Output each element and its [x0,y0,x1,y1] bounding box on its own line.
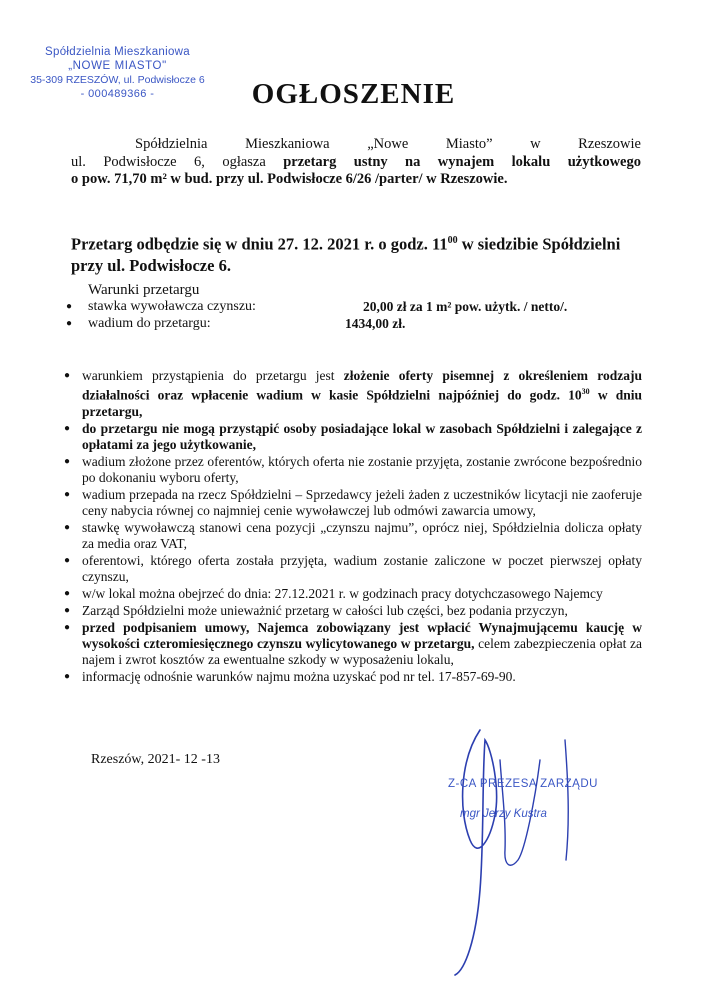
rule-text: stawkę wywoławczą stanowi cena pozycji „czynszu najmu”, oprócz niej, Spółdzielnia dolicza opłaty za media oraz VAT, [82,519,642,551]
rule-item [62,553,642,585]
auction-text-2: w siedzibie Spółdzielni przy ul. Podwisłocze 6. [71,234,621,275]
conditions-heading: Warunki przetargu [88,282,200,298]
rule-text: wadium złożone przez oferentów, których oferta nie zostanie przyjęta, zostanie zwrócone bezpośrednio po dokonaniu wyboru oferty, [82,453,642,485]
condition-value: 20,00 zł za 1 m² pow. użytk. / netto/. [363,299,568,314]
rules-list [62,368,642,686]
stamp-line-1: Spółdzielnia Mieszkaniowa [45,46,190,58]
signature-block [448,778,608,820]
intro-line-3: o pow. 71,70 m² w bud. przy ul. Podwisłocze 6/26 /parter/ w Rzeszowie. [71,171,508,187]
condition-label: wadium do przetargu: [88,316,211,331]
rule-time-sup: 30 [581,387,590,396]
rule-item [62,620,642,668]
bullet-icon: ● [64,370,71,381]
bullet-icon: ● [64,554,71,566]
bullet-icon: ● [64,521,71,533]
signer-role: Z-CA PREZESA ZARZĄDU [448,778,598,790]
condition-label: stawka wywoławcza czynszu: [88,299,256,314]
signer-name: mgr Jerzy Kustra [460,808,547,820]
rule-text: do przetargu nie mogą przystąpić osoby posiadające lokal w zasobach Spółdzielni i zalegające z opłatami za jego użytkowanie, [82,420,642,452]
rule-item [62,586,642,602]
rule-text-bold: przed podpisaniem umowy, Najemca zobowiązany jest wpłacić Wynajmującemu kaucję w wysokości czteromiesięcznego czynszu wylicytowanego w przetargu, [82,619,642,651]
rule-item [62,669,642,685]
rule-text-bold-end: w dniu przetargu, [82,387,642,419]
rule-text: celem zabezpieczenia opłat za najem i zwrot kosztów za ewentualne szkody w wyposażeniu lokalu, [82,635,642,667]
rule-text: wadium przepada na rzecz Spółdzielni – Sprzedawcy jeżeli żaden z uczestników licytacji nie zaoferuje ceny nabycia równej co najmniej cenie wywoławczej lub odmówi zawarcia umowy, [82,486,642,518]
bullet-icon: ● [64,621,71,633]
bullet-icon: ● [64,488,71,500]
condition-row-deposit [66,316,631,333]
rule-text: warunkiem przystąpienia do przetargu jest [82,368,344,383]
intro-line-1: Spółdzielnia Mieszkaniowa „Nowe Miasto” w Rzeszowie [135,136,641,152]
handwritten-signature-icon [440,720,590,980]
stamp-line-4: - 000489366 - [80,88,155,100]
bullet-icon: ● [64,587,71,599]
bullet-icon: ● [66,318,73,329]
bullet-icon: ● [64,670,71,682]
intro-line-2-text: ul. Podwisłocze 6, ogłasza [71,153,284,170]
condition-row-rent [66,299,631,316]
stamp-line-2: „NOWE MIASTO" [68,60,167,72]
stamp-line-3: 35-309 RZESZÓW, ul. Podwisłocze 6 [30,74,205,86]
rule-item [62,603,642,619]
auction-text: Przetarg odbędzie się w dniu 27. 12. 2021 r. o godz. 11 [71,234,448,254]
rule-item [62,454,642,486]
condition-value: 1434,00 zł. [345,316,406,331]
rule-item [62,421,642,453]
rule-item [62,368,642,420]
rule-text: oferentowi, którego oferta została przyjęta, wadium zostanie zaliczone w poczet pierwszej opłaty czynszu, [82,552,642,584]
rule-text: informację odnośnie warunków najmu można uzyskać pod nr tel. 17-857-69-90. [82,668,516,684]
auction-info [71,230,646,276]
bullet-icon: ● [66,301,73,312]
rule-text-bold: złożenie oferty pisemnej z określeniem rodzaju działalności oraz wpłacenie wadium w kasie Spółdzielni najpóźniej do godz. 10 [82,368,643,403]
rule-text: Zarząd Spółdzielni może unieważnić przetarg w całości lub części, bez podania przyczyn, [82,602,568,618]
bullet-icon: ● [64,455,71,467]
bullet-icon: ● [64,422,71,434]
rule-text: w/w lokal można obejrzeć do dnia: 27.12.2021 r. w godzinach pracy dotychczasowego Najemcy [82,585,603,601]
intro-line-2 [71,154,641,172]
intro-line-2-bold: przetarg ustny na wynajem lokalu użytkowego [283,153,641,170]
intro-paragraph [71,136,641,189]
document-title: OGŁOSZENIE [251,78,456,110]
conditions-section [66,282,631,333]
issue-date: Rzeszów, 2021- 12 -13 [91,752,220,767]
rule-item [62,520,642,552]
bullet-icon: ● [64,604,71,616]
auction-time-sup: 00 [447,235,458,246]
rule-item [62,487,642,519]
